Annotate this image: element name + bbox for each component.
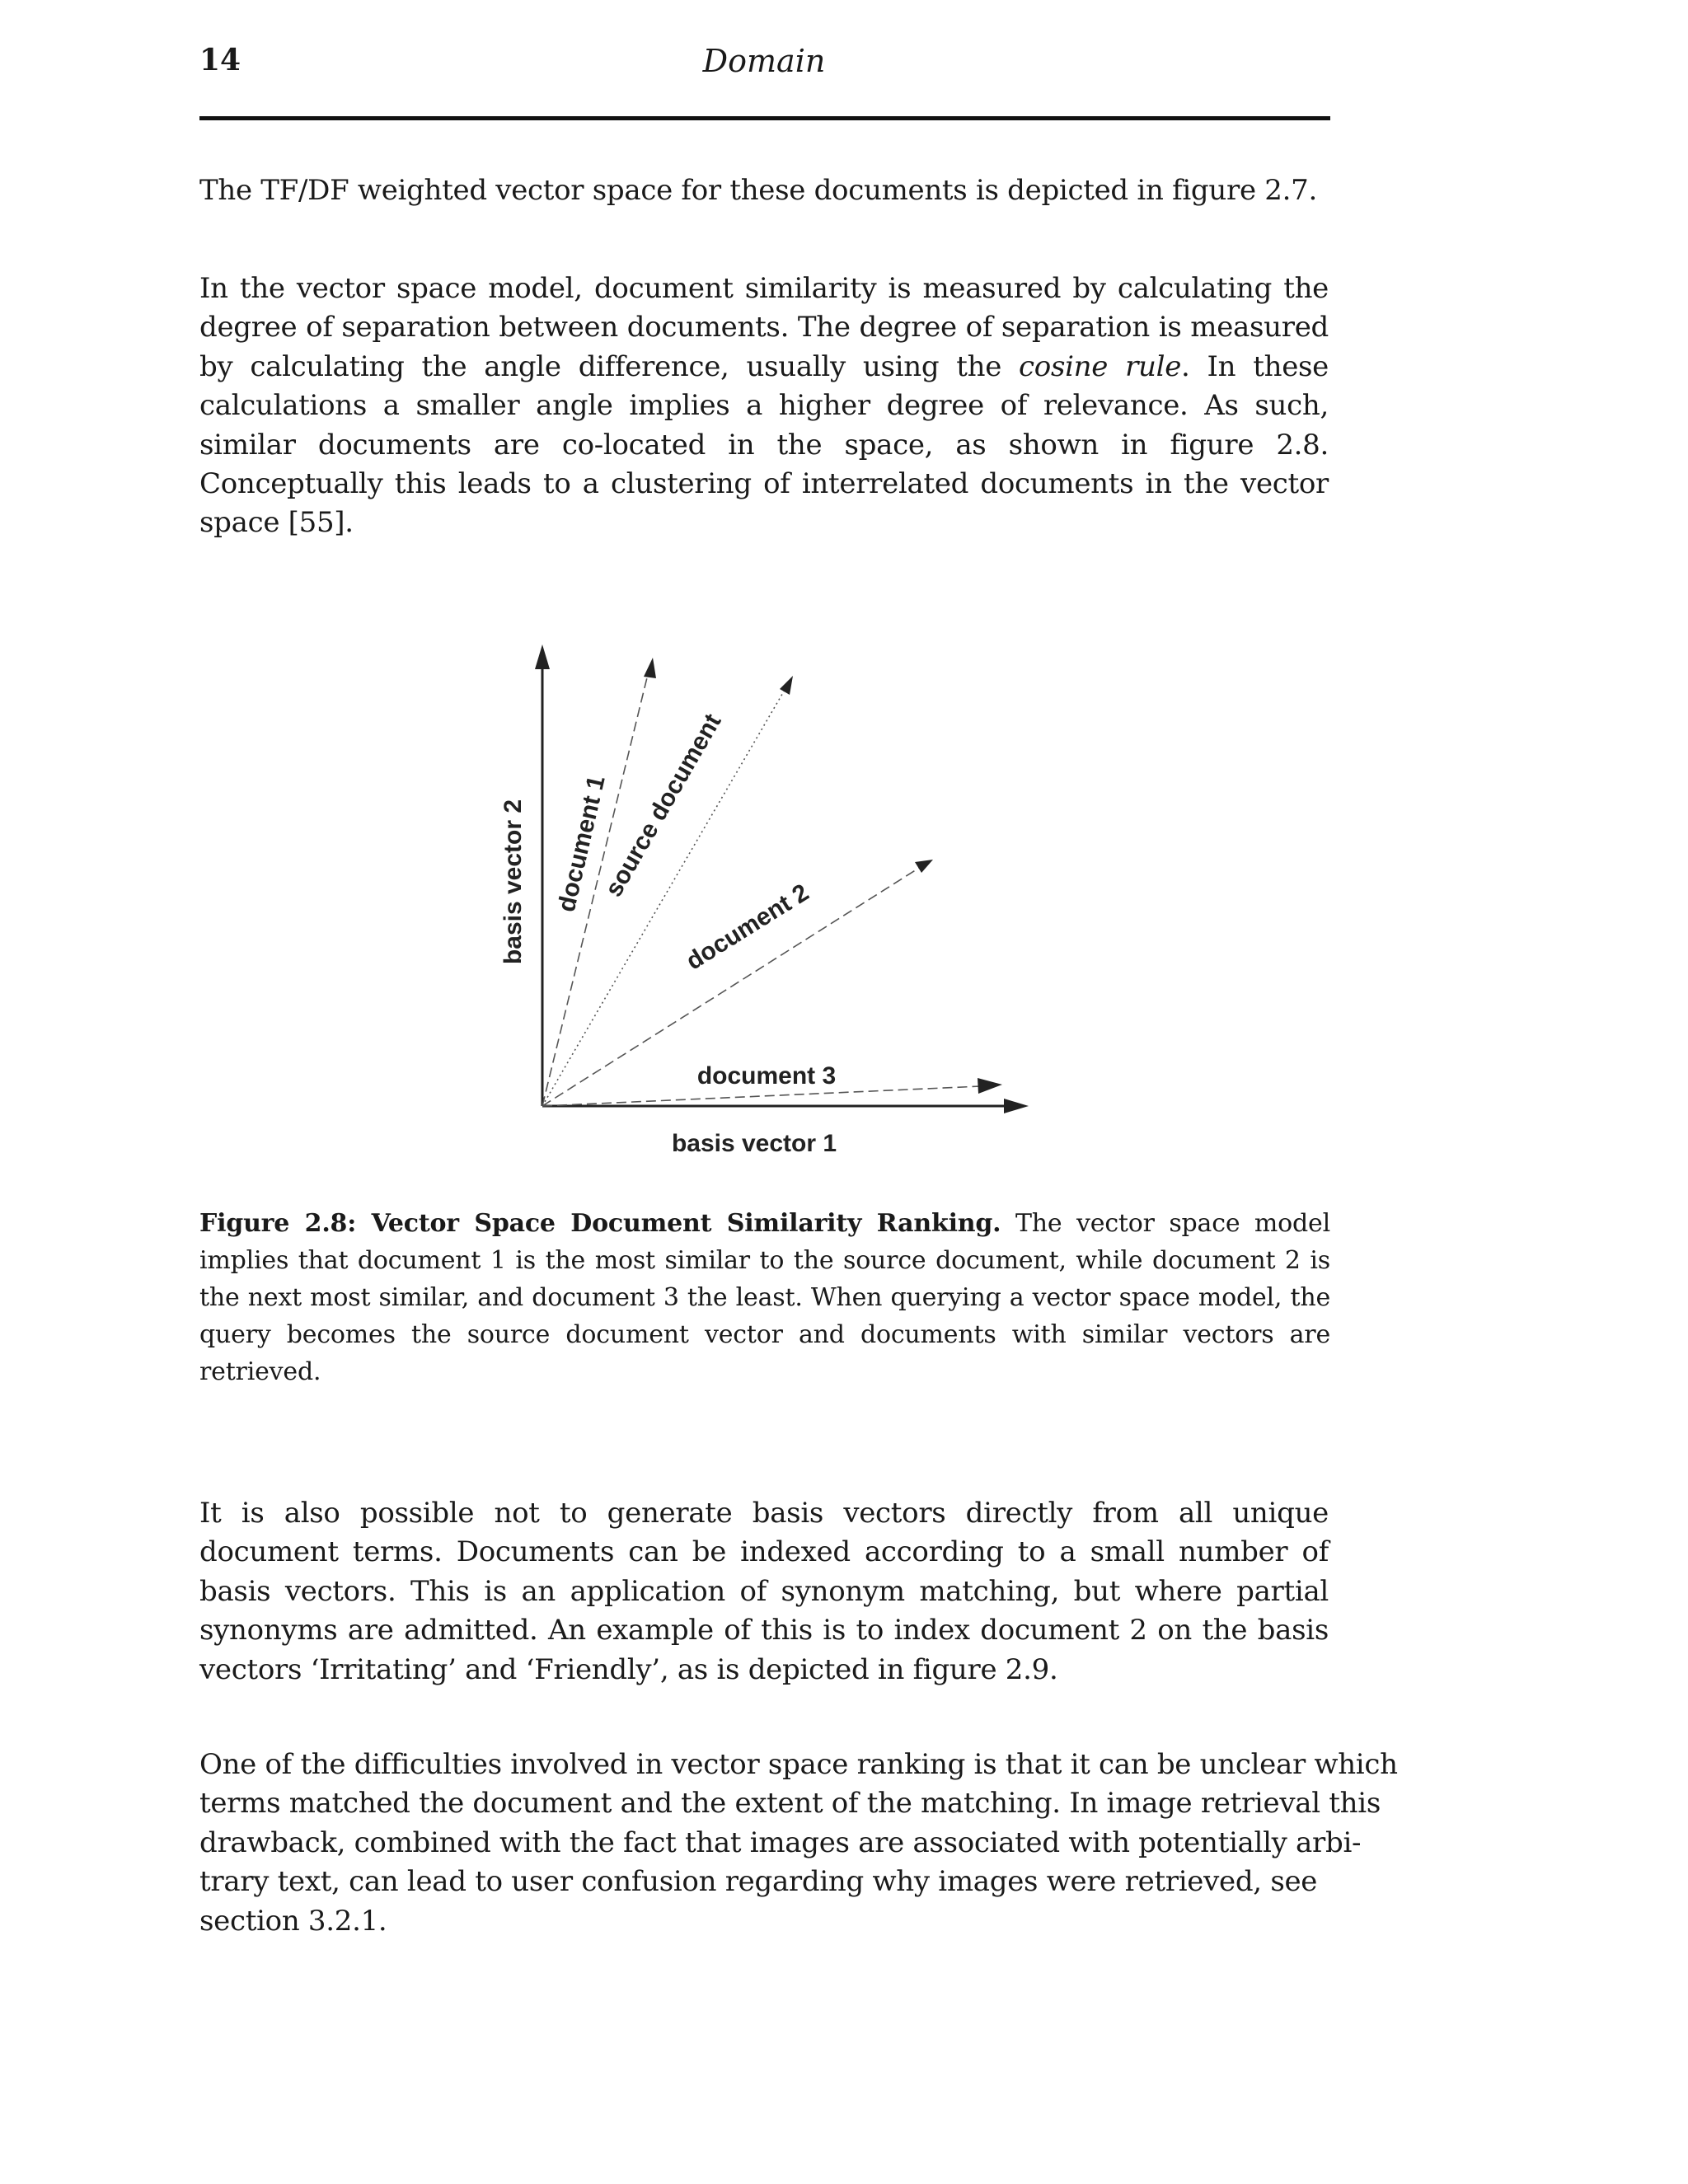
vector-space-diagram <box>478 635 1055 1170</box>
figure-vector-space <box>478 635 1055 1170</box>
page-number: 14 <box>199 43 241 77</box>
paragraph-2-text-a: In the vector space model, document similarity is measured by calculating the degree of separation between documents. The degree of separation is measured by calculating the angle difference, usually using the <box>199 272 1329 383</box>
y-axis-arrowhead <box>535 644 550 669</box>
source-document-arrowhead <box>780 676 793 695</box>
y-axis-label: basis vector 2 <box>499 799 527 965</box>
figure-caption-text: The vector space model implies that document 1 is the most similar to the source document, while document 2 is the next most similar, and document 3 the least. When querying a vector space model, the query becomes the source document vector and documents with similar vectors are retrieved. <box>199 1209 1330 1386</box>
document-1-arrowhead <box>644 658 656 678</box>
header-rule <box>199 116 1330 120</box>
figure-caption <box>199 1205 1330 1390</box>
paragraph-3: It is also possible not to generate basis vectors directly from all unique document terms. Documents can be indexed according to a small number of basis vectors. This is an application of synonym matching, but where partial synonyms are admitted. An example of this is to index document 2 on the basis vectors ‘Irritating’ and ‘Friendly’, as is depicted in figure 2.9. <box>199 1497 1329 1686</box>
x-axis-arrowhead <box>1004 1099 1029 1113</box>
figure-caption-label: Figure 2.8: Vector Space Document Similarity Ranking. <box>199 1209 1001 1238</box>
document-1-label: document 1 <box>552 773 611 915</box>
paragraph-1: The TF/DF weighted vector space for these documents is depicted in figure 2.7. <box>199 174 1317 207</box>
cosine-rule-term: cosine rule <box>1019 349 1182 383</box>
running-title: Domain <box>702 43 826 79</box>
document-3-arrowhead <box>978 1078 1002 1094</box>
document-3-label: document 3 <box>696 1062 837 1090</box>
paragraph-4: One of the difficulties involved in vector space ranking is that it can be unclear which terms matched the document and the extent of the matching. In image retrieval this drawback, combined with the fact that images are associated with potentially arbitrary text, can lead to user confusion regarding why images were retrieved, see section 3.2.1. <box>199 1748 1398 1938</box>
paragraph-2 <box>199 269 1329 543</box>
document-2-arrowhead <box>915 860 933 873</box>
document-2-label: document 2 <box>681 879 814 976</box>
source-document-label: source document <box>599 709 727 902</box>
paragraph-2-text-b: . In these calculations a smaller angle implies a higher degree of relevance. As such, similar documents are co-located in the space, as shown in figure 2.8. Conceptually this leads to a clustering of interrelated documents in the vector space [55]. <box>199 349 1329 540</box>
x-axis-label: basis vector 1 <box>671 1130 837 1157</box>
